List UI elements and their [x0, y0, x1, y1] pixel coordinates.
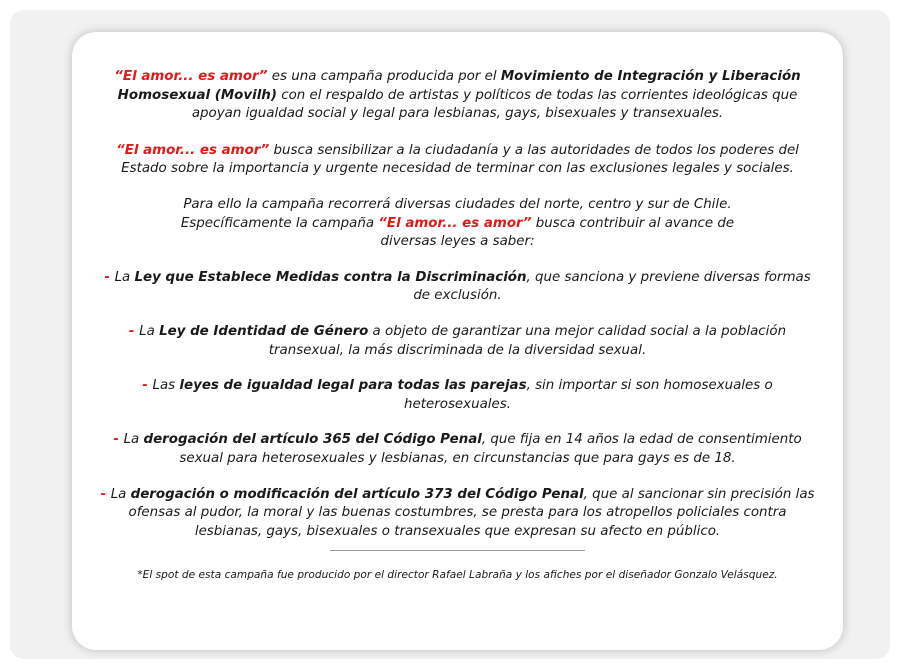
item-prefix: La — [114, 269, 135, 285]
divider — [330, 550, 585, 551]
law-description: , que fija en 14 años la edad de consentimiento sexual para heterosexuales y lesbianas, en circunstancias que para gays es de 18. — [179, 432, 802, 466]
tour-paragraph — [94, 196, 821, 252]
intro-paragraph — [94, 68, 821, 124]
item-dash: - — [104, 269, 115, 285]
law-name: Ley que Establece Medidas contra la Discriminación — [134, 269, 527, 285]
tour-line-1: Para ello la campaña recorrerá diversas ciudades del norte, centro y sur de Chile. — [183, 196, 732, 212]
law-item — [94, 431, 821, 468]
law-description: , que al sancionar sin precisión las ofensas al pudor, la moral y las buenas costumbres, se presta para los atropellos policiales contra lesbianas, gays, bisexuales o transexuales que expresan su afecto en público. — [128, 486, 815, 539]
item-dash: - — [113, 432, 124, 448]
footnote: *El spot de esta campaña fue producido por el director Rafael Labraña y los afiches por el diseñador Gonzalo Velásquez. — [137, 569, 778, 582]
item-dash: - — [128, 323, 140, 339]
law-item — [94, 377, 821, 414]
law-description: , que sanciona y previene diversas formas de exclusión. — [413, 269, 811, 304]
organization-name: Movimiento de Integración y Liberación Homosexual (Movilh) — [117, 69, 801, 103]
tour-line-3: diversas leyes a saber: — [380, 234, 535, 250]
item-prefix: Las — [152, 378, 180, 394]
campaign-text — [94, 68, 821, 582]
tour-text-2: busca contribuir al avance de — [531, 215, 735, 231]
law-name: derogación o modificación del artículo 373 del Código Penal — [130, 486, 584, 502]
goal-text: busca sensibilizar a la ciudadanía y a las autoridades de todos los poderes del Estado sobre la importancia y urgente necesidad de terminar con las exclusiones legales y sociales. — [121, 142, 799, 177]
item-dash: - — [142, 378, 153, 394]
goal-paragraph — [94, 142, 821, 179]
intro-text-1: es una campaña producida por el — [267, 69, 501, 84]
campaign-card — [72, 32, 843, 650]
campaign-name: “El amor... es amor” — [114, 69, 268, 84]
law-description: , sin importar si son homosexuales o heterosexuales. — [404, 378, 773, 412]
item-prefix: La — [110, 486, 131, 502]
law-name: leyes de igualdad legal para todas las parejas — [179, 378, 527, 394]
campaign-name: “El amor... es amor” — [116, 142, 270, 158]
law-description: a objeto de garantizar una mejor calidad social a la población transexual, la más discriminada de la diversidad sexual. — [268, 323, 787, 358]
page-frame — [10, 10, 890, 659]
law-name: Ley de Identidad de Género — [159, 323, 369, 339]
law-name: derogación del artículo 365 del Código Penal — [143, 432, 482, 448]
campaign-name: “El amor... es amor” — [378, 215, 532, 231]
item-prefix: La — [139, 323, 160, 339]
item-prefix: La — [123, 432, 144, 448]
tour-text-1: Específicamente la campaña — [180, 215, 379, 231]
intro-text-2: con el respaldo de artistas y políticos de todas las corrientes ideológicas que apoyan igualdad social y legal para lesbianas, gays, bisexuales y transexuales. — [191, 87, 798, 122]
law-item — [94, 486, 821, 542]
law-item — [94, 269, 821, 306]
item-dash: - — [100, 486, 111, 502]
law-item — [94, 323, 821, 360]
